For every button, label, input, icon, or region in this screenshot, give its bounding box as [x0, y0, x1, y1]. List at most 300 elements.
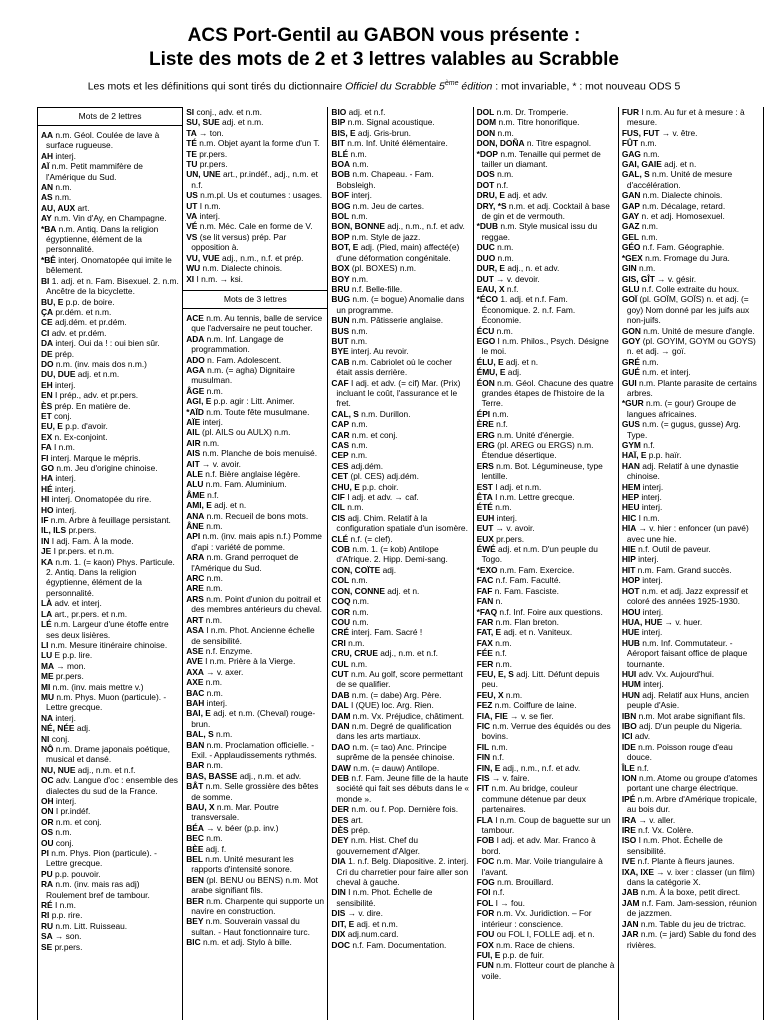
entry-word: HO — [41, 504, 54, 515]
word-entry — [477, 607, 615, 617]
word-entry — [186, 365, 324, 386]
word-entry — [41, 765, 179, 775]
entry-definition: adv. — [632, 731, 651, 742]
entry-word: BIO — [331, 107, 347, 117]
word-entry — [331, 919, 469, 929]
word-entry — [186, 646, 324, 656]
word-entry — [477, 326, 615, 336]
word-entry — [331, 825, 469, 835]
entry-word: DUR, E — [476, 263, 505, 274]
entry-definition: prép. — [52, 348, 75, 359]
entry-definition: p.p. de boire. — [63, 296, 115, 307]
section-heading-three-letters: Mots de 3 lettres — [183, 290, 327, 309]
word-entry — [186, 500, 324, 510]
word-entry — [477, 128, 615, 138]
entry-definition: conj. — [49, 733, 70, 744]
entry-definition: n.m. Mar. Voile triangulaire à l'avant. — [481, 856, 603, 877]
word-entry — [622, 149, 760, 159]
entry-word: HUM — [621, 679, 641, 690]
entry-word: DU, DUE — [41, 369, 76, 380]
entry-definition: (pl. BENU ou BENS) n.m. Mot arabe signifiant fils. — [191, 874, 318, 896]
entry-word: HEP — [621, 492, 640, 503]
page-title: ACS Port-Gentil au GABON vous présente : — [187, 25, 581, 46]
word-entry — [41, 369, 179, 379]
entry-definition: n.f. Fam. Jeune fille de la haute société qui fait ses débuts dans le « monde ». — [336, 773, 470, 804]
entry-definition: n.m. Chapeau. - Fam. Bobsleigh. — [336, 169, 434, 190]
entry-definition: I n.m. Au fur et à mesure : à mesure. — [626, 107, 745, 128]
word-entry — [331, 856, 469, 887]
word-entry — [477, 149, 615, 170]
entry-definition: n.m. Verrue des équidés ou des bovins. — [481, 720, 611, 742]
word-entry — [622, 482, 760, 492]
word-entry — [622, 357, 760, 367]
entry-word: CIL — [331, 502, 345, 513]
word-entry — [622, 128, 760, 138]
word-entry — [41, 380, 179, 390]
entry-definition: p.p. agir : Litt. Animer. — [211, 396, 295, 407]
entry-definition: n.m. Bot. Légumineuse, type lentille. — [481, 460, 603, 482]
entry-definition: n.m. — [348, 335, 368, 346]
entry-definition: n.m. — [492, 502, 512, 513]
word-entry — [331, 346, 469, 356]
entry-definition: n.m. — [348, 148, 367, 159]
entry-word: IPÉ — [621, 793, 636, 804]
entry-definition: n.m. Litt. Ruisseau. — [53, 920, 128, 931]
entry-word: ART — [186, 614, 204, 625]
entry-word: ION — [621, 773, 637, 783]
entry-definition: n.m. — [204, 687, 223, 698]
word-entry — [331, 513, 469, 534]
entry-word: ÉPI — [476, 408, 491, 419]
entry-word: CAL, S — [331, 408, 359, 419]
entry-word: HAÏ, E — [621, 450, 647, 461]
word-entry — [477, 929, 615, 939]
entry-word: AÏ — [41, 161, 50, 172]
entry-definition: adj.num.card. — [345, 929, 399, 940]
entry-word: ÉLU, E — [476, 356, 504, 367]
word-entry — [622, 398, 760, 419]
word-entry — [477, 294, 615, 325]
entry-definition: interj. — [52, 379, 76, 390]
entry-word: AXA — [186, 666, 204, 677]
word-entry — [41, 910, 179, 920]
entry-definition: n.m. (= dauw) Antilope. — [350, 762, 440, 773]
entry-definition: adj. et n. — [503, 356, 539, 367]
entry-word: HOT — [621, 585, 640, 596]
word-entry — [622, 159, 760, 169]
entry-definition: p.p. pouvoir. — [52, 868, 101, 879]
word-entry — [477, 877, 615, 887]
entry-word: BER — [186, 895, 204, 906]
entry-word: ADA — [186, 333, 205, 344]
entry-word: BEC — [186, 833, 204, 844]
word-entry — [186, 417, 324, 427]
entry-definition: → v. faire. — [489, 773, 530, 783]
entry-definition: adj. Relatif aux Huns, ancien peuple d'Asie. — [626, 689, 749, 711]
entry-definition: n.m. — [203, 677, 223, 688]
entry-word: IDE — [621, 741, 636, 752]
entry-definition: → son. — [52, 931, 82, 942]
word-entry — [331, 690, 469, 700]
entry-definition: n.m. Grand perroquet de l'Amérique du Sud. — [191, 552, 299, 573]
entry-word: HUA, HUE — [621, 616, 663, 627]
entry-word: COB — [331, 544, 351, 555]
entry-definition: n.m. Coiffure de laine. — [492, 700, 577, 711]
entry-word: DUT — [476, 273, 494, 284]
entry-word: JAN — [621, 918, 639, 929]
word-entry — [186, 667, 324, 677]
entry-word: BAR — [186, 760, 205, 771]
entry-definition: n.m. — [495, 252, 514, 263]
entry-word: DUC — [476, 242, 495, 253]
entry-definition: n.m. — [349, 211, 368, 222]
entry-definition: n.m. Au bridge, couleur commune détenue par deux partenaires. — [481, 783, 586, 815]
entry-definition: interj. — [640, 606, 664, 617]
entry-word: LU — [41, 650, 53, 661]
entry-word: *BÊ — [41, 254, 56, 265]
entry-definition: n.m. — [345, 637, 365, 648]
entry-definition: (pl. GOÏM, GOÏS) n. et adj. (= goy) Nom donné par les juifs aux non-juifs. — [626, 294, 750, 326]
entry-word: PI — [41, 848, 49, 859]
word-entry — [477, 513, 615, 523]
word-entry — [41, 775, 179, 796]
entry-word: BI — [41, 275, 50, 286]
entry-word: BRU — [331, 283, 350, 294]
entry-definition: n.m. (= jard) Sable du fond des rivières. — [626, 929, 757, 950]
entry-definition: → v. gésir. — [654, 273, 697, 284]
entry-definition: n.m. — [640, 148, 660, 159]
entry-word: GOÏ — [621, 294, 638, 305]
entry-word: CUT — [331, 668, 349, 679]
entry-definition: n.f. — [504, 283, 519, 294]
entry-word: CIS — [331, 512, 346, 523]
entry-word: FAF — [476, 585, 493, 596]
entry-word: BAL, S — [186, 729, 214, 740]
word-entry — [477, 960, 615, 981]
entry-word: IN — [41, 535, 50, 546]
word-entry — [41, 442, 179, 452]
entry-definition: n. et adj. Homosexuel. — [639, 211, 725, 222]
entry-definition: I n.m. Philos., Psych. Désigne le moi. — [481, 335, 609, 357]
entry-definition: I n.m. — [636, 512, 660, 523]
word-entry — [41, 390, 179, 400]
entry-definition: n.m. — [350, 596, 370, 607]
entry-definition: n.m. Vx. Préjudice, châtiment. — [350, 710, 465, 721]
entry-word: AGI, E — [186, 396, 212, 407]
entry-word: NI — [41, 733, 50, 744]
entry-word: HIT — [621, 564, 636, 575]
entry-definition: n.m. Jeu d'origine chinoise. — [54, 463, 158, 473]
entry-word: HIA — [621, 523, 637, 534]
word-entry — [186, 232, 324, 253]
entry-definition: I n.m. Phot. Échelle de sensibilité. — [336, 887, 433, 908]
entry-word: AS — [41, 192, 53, 203]
entry-definition: art., pr.pers. et n.m. — [52, 608, 128, 619]
entry-definition: adj. et n.m. — [219, 117, 264, 128]
word-entry — [186, 552, 324, 573]
entry-word: BOL — [331, 211, 350, 222]
entry-word: ÎLE — [621, 762, 635, 773]
entry-definition: adj. Chim. Relatif à la configuration spatiale d'un isomère. — [336, 512, 468, 534]
word-entry — [622, 274, 760, 284]
entry-word: BOX — [331, 263, 350, 274]
entry-word: HÉ — [41, 483, 53, 494]
word-entry — [41, 734, 179, 744]
entry-definition: n.m. Atome ou groupe d'atomes portant une charge électrique. — [626, 773, 758, 794]
entry-word: BOP — [331, 231, 350, 242]
entry-word: COU — [331, 616, 351, 627]
entry-definition: n.m. (= tao) Anc. Principe suprême de la pensée chinoise. — [336, 741, 455, 763]
entry-definition: → v. avoir. — [493, 523, 535, 534]
entry-definition: n.m. Plante parasite de certains arbres. — [626, 377, 757, 398]
entry-definition: n.m. Arbre à feuillage persistant. — [48, 515, 171, 526]
entry-word: BUN — [331, 315, 350, 326]
entry-definition: adj.dém. et pr.dém. — [52, 317, 127, 328]
entry-word: EH — [41, 379, 53, 390]
entry-definition: prép. En matière de. — [52, 400, 131, 411]
entry-word: HOU — [621, 606, 641, 617]
entry-definition: n.m. Inf. Langage de programmation. — [191, 333, 284, 355]
entry-definition: adj. et n.m. D'un peuple du Togo. — [481, 544, 598, 565]
entry-word: ARE — [186, 583, 204, 594]
word-entry — [186, 274, 324, 284]
word-entry — [622, 794, 760, 815]
word-entry — [186, 190, 324, 200]
entry-word: HA — [41, 473, 54, 484]
entry-word: ME — [41, 671, 54, 682]
word-entry — [41, 557, 179, 599]
word-entry — [477, 711, 615, 721]
word-entry — [477, 263, 615, 273]
entry-definition: n.m. Cabriolet où le cocher était assis derrière. — [336, 356, 452, 378]
entry-word: AIR — [186, 437, 201, 448]
column-3 — [327, 107, 472, 1020]
word-entry — [186, 469, 324, 479]
word-entry — [331, 201, 469, 211]
word-entry — [41, 203, 179, 213]
entry-word: DIX — [331, 929, 346, 940]
word-entry — [331, 815, 469, 825]
entry-word: CON, CONNE — [331, 585, 385, 596]
entry-definition: p.p. de fuir. — [500, 949, 545, 960]
entry-word: EN — [41, 390, 53, 401]
entry-word: BOT, E — [331, 242, 359, 253]
word-entry — [186, 583, 324, 593]
entry-definition: interj. — [640, 481, 664, 492]
entry-word: DOL — [476, 107, 495, 117]
entry-word: GAZ — [621, 221, 640, 232]
word-entry — [186, 479, 324, 489]
word-entry — [477, 284, 615, 294]
word-entry — [331, 232, 469, 242]
entry-definition: (pl. BOXES) n.m. — [349, 263, 417, 274]
entry-word: ACE — [186, 312, 204, 323]
entry-word: ARS — [186, 593, 204, 604]
entry-word: DRY, *S — [476, 200, 507, 211]
entry-word: ERG — [476, 440, 495, 450]
entry-definition: n.m. — [203, 583, 223, 594]
entry-word: BUS — [331, 325, 350, 336]
word-entry — [186, 677, 324, 687]
entry-definition: n.m. — [494, 325, 513, 336]
word-entry — [477, 856, 615, 877]
word-entry — [622, 721, 760, 731]
entry-definition: interj. — [53, 150, 76, 161]
entry-word: EX — [41, 431, 53, 442]
word-entry — [331, 929, 469, 939]
entry-definition: n.m. — [53, 827, 72, 838]
word-entry — [186, 688, 324, 698]
entry-word: HUE — [621, 627, 640, 638]
entry-word: OU — [41, 837, 54, 848]
word-entry — [41, 546, 179, 556]
entry-word: VA — [186, 211, 198, 222]
entry-word: GEL — [621, 231, 640, 242]
word-entry — [331, 742, 469, 763]
word-entry — [41, 338, 179, 348]
word-entry — [331, 430, 469, 440]
entry-definition: n.f. Vx. Colère. — [635, 825, 694, 836]
entry-definition: adj. et n. Vaniteux. — [501, 627, 573, 638]
entry-word: FAR — [476, 616, 494, 627]
entry-definition: adv. et interj. — [52, 598, 102, 609]
entry-word: ICI — [621, 731, 633, 742]
entry-word: ÊTA — [476, 492, 493, 503]
entry-word: CRI — [331, 637, 346, 648]
entry-word: OR — [41, 816, 54, 827]
entry-word: CRU, CRUE — [331, 648, 378, 659]
entry-definition: n.m. Géol. Coulée de lave à surface rugueuse. — [46, 130, 160, 151]
entry-definition: interj. — [640, 679, 664, 690]
entry-word: DEB — [331, 773, 350, 783]
entry-definition: interj. Oui da ! : oui bien sûr. — [53, 338, 160, 349]
word-entry — [331, 294, 469, 315]
word-entry — [41, 276, 179, 297]
word-entry — [622, 419, 760, 440]
entry-definition: pr.pers. — [52, 941, 83, 952]
entry-word: US — [186, 190, 198, 201]
entry-word: TE — [186, 148, 197, 159]
word-entry — [477, 274, 615, 284]
entry-word: AXE — [186, 677, 204, 688]
word-entry — [186, 760, 324, 770]
entry-definition: n.m. Proclamation officielle. - Exil. - Applaudissements rythmés. — [191, 739, 317, 760]
entry-definition: I n.m. Phot. Échelle de sensibilité. — [626, 835, 723, 856]
entry-word: DON — [476, 127, 496, 138]
word-entry — [477, 378, 615, 409]
entry-word: HEM — [621, 481, 641, 492]
word-entry — [477, 835, 615, 856]
entry-definition: adj. et n. — [661, 159, 697, 170]
entry-word: NA — [41, 712, 54, 723]
word-entry — [477, 763, 615, 773]
entry-word: JAM — [621, 897, 640, 908]
entry-definition: pr.pers. — [493, 533, 525, 544]
entry-definition: n.m. — [213, 729, 233, 740]
entry-word: DEY — [331, 835, 349, 846]
entry-definition: → v. être. — [659, 127, 698, 138]
word-entry — [622, 263, 760, 273]
entry-word: AH — [41, 150, 54, 161]
word-entry — [186, 854, 324, 875]
word-entry — [477, 669, 615, 690]
word-entry — [477, 242, 615, 252]
entry-word: EU, E — [41, 421, 63, 432]
word-entry — [331, 492, 469, 502]
entry-definition: I n.m. — [52, 900, 76, 911]
entry-word: ERG — [476, 429, 495, 440]
entry-definition: interj. — [639, 492, 662, 503]
word-entry — [186, 427, 324, 437]
entry-word: ÉWÉ — [476, 544, 496, 555]
entry-definition: n.m. Poisson rouge d'eau douce. — [626, 741, 733, 763]
word-entry — [622, 367, 760, 377]
entry-word: JAB — [621, 887, 639, 898]
entry-word: FOX — [476, 939, 494, 950]
entry-definition: n.m. Titre honorifique. — [496, 117, 580, 128]
entry-definition: n.m. Dialecte chinois. — [200, 263, 283, 274]
entry-word: FUR — [621, 107, 640, 117]
entry-word: AA — [41, 130, 54, 140]
entry-definition: n.f. Plante à fleurs jaunes. — [635, 856, 735, 867]
entry-definition: n.m. Objet ayant la forme d'un T. — [196, 138, 320, 149]
entry-definition: n.m. — [492, 637, 512, 648]
entry-definition: adj., n.m., n.f. et adv. — [384, 221, 465, 232]
entry-definition: p.p. choir. — [359, 481, 399, 492]
entry-word: *AÏD — [186, 406, 204, 417]
column-3-entries — [331, 107, 469, 950]
entry-word: GAP — [621, 200, 640, 211]
word-entry — [622, 731, 760, 741]
word-entry — [477, 596, 615, 606]
entry-word: JAR — [621, 929, 639, 940]
word-entry — [477, 575, 615, 585]
entry-word: AGA — [186, 364, 205, 375]
entry-word: DOT — [476, 179, 495, 190]
entry-definition: n.m. Signal acoustique. — [345, 117, 435, 128]
entry-word: DIS — [331, 908, 346, 919]
entry-word: EUH — [476, 512, 495, 523]
entry-definition: n.m. Décalage, retard. — [639, 200, 726, 211]
word-entry — [477, 492, 615, 502]
word-entry — [622, 201, 760, 211]
entry-word: IBN — [621, 710, 637, 721]
entry-definition: n.m. Arbre d'Amérique tropicale, au bois dur. — [626, 793, 758, 815]
word-entry — [622, 929, 760, 950]
entry-word: FEU, E, S — [476, 668, 514, 679]
entry-word: FAC — [476, 575, 494, 586]
entry-definition: p.p. rire. — [49, 910, 83, 921]
word-entry — [41, 224, 179, 255]
word-entry — [622, 492, 760, 502]
entry-word: *GUR — [621, 398, 644, 409]
entry-definition: n.m. — [204, 385, 223, 396]
word-entry — [186, 263, 324, 273]
word-entry — [41, 848, 179, 869]
entry-definition: n.m. Table du jeu de trictrac. — [638, 918, 746, 929]
entry-definition: n.f. Outil de paveur. — [635, 544, 711, 555]
entry-definition: n.m. — [203, 614, 223, 625]
section-heading-two-letters: Mots de 2 lettres — [38, 107, 182, 126]
word-entry — [331, 565, 469, 575]
entry-word: LA — [41, 608, 53, 619]
entry-word: FIT — [476, 783, 490, 794]
entry-word: FIS — [476, 773, 490, 783]
word-entry — [331, 940, 469, 950]
word-entry — [622, 617, 760, 627]
entry-definition: n.m. Charpente qui supporte un navire en construction. — [191, 895, 325, 917]
entry-definition: n.m. (= gugus, gusse) Arg. Type. — [626, 419, 741, 440]
